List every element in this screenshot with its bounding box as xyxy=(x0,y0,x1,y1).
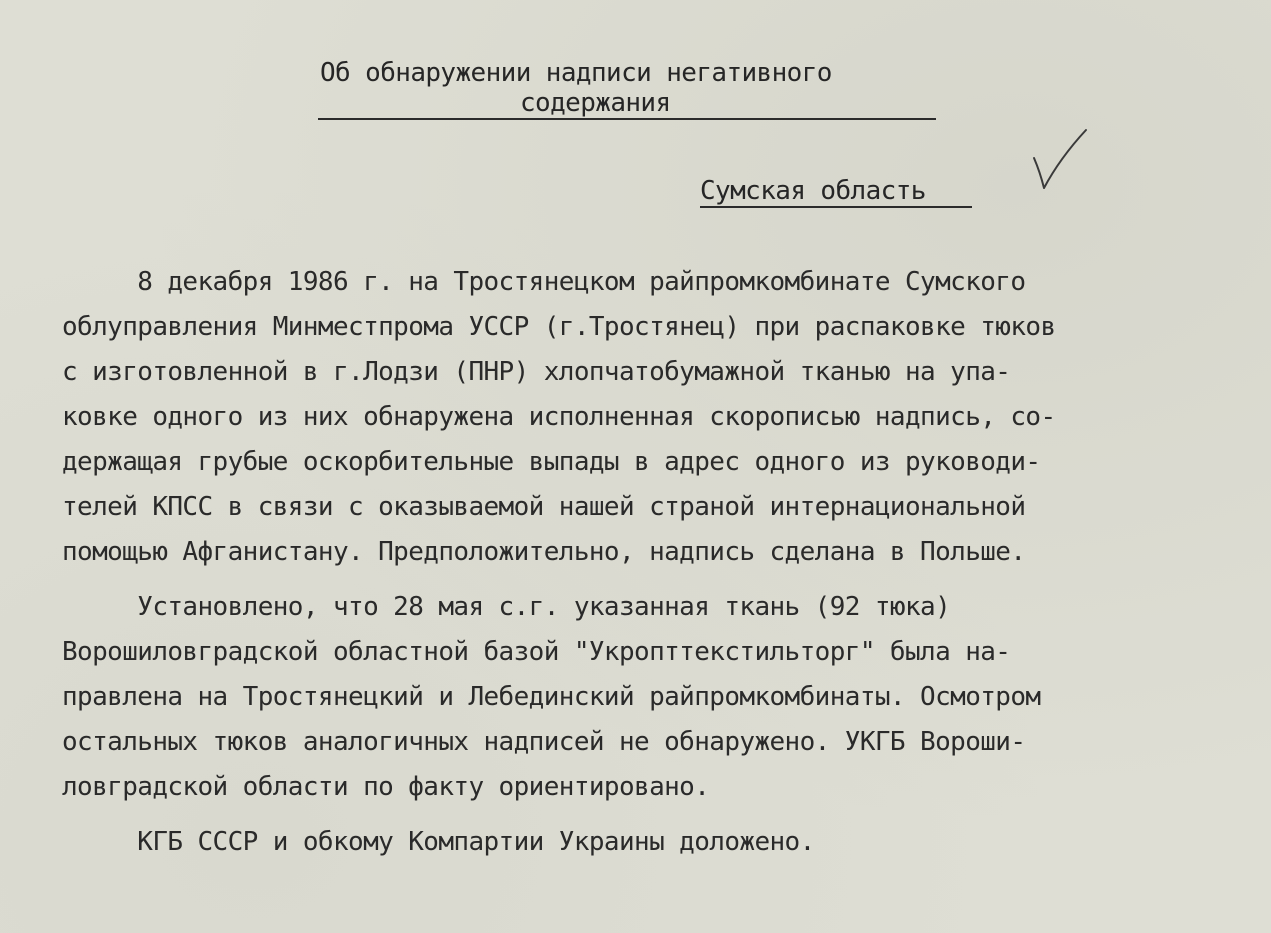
text-line: Ворошиловградской областной базой "Укропттекстильторг" была на- xyxy=(62,637,1011,667)
text-line: 8 декабря 1986 г. на Тростянецком райпромкомбинате Сумского xyxy=(62,267,1026,297)
text-line: облуправления Минместпрома УССР (г.Тростянец) при распаковке тюков xyxy=(62,312,1056,342)
text-line: с изготовленной в г.Лодзи (ПНР) хлопчатобумажной тканью на упа- xyxy=(62,357,1011,387)
title-underline xyxy=(318,118,936,120)
text-line: КГБ СССР и обкому Компартии Украины доложено. xyxy=(62,827,815,857)
handwritten-checkmark-icon xyxy=(1030,128,1090,193)
region-underline xyxy=(700,206,972,208)
text-line: помощью Афганистану. Предположительно, надпись сделана в Польше. xyxy=(62,537,1026,567)
text-line: Установлено, что 28 мая с.г. указанная ткань (92 тюка) xyxy=(62,592,951,622)
paragraph-1 xyxy=(62,260,1252,575)
title-line-2: содержания xyxy=(520,88,671,118)
document-body xyxy=(62,260,1252,865)
paragraph-3 xyxy=(62,820,1252,865)
paragraph-2 xyxy=(62,585,1252,810)
text-line: ковке одного из них обнаружена исполненная скорописью надпись, со- xyxy=(62,402,1056,432)
text-line: ловградской области по факту ориентировано. xyxy=(62,772,710,802)
document-title xyxy=(320,58,940,118)
text-line: телей КПСС в связи с оказываемой нашей страной интернациональной xyxy=(62,492,1026,522)
region-heading: Сумская область xyxy=(700,176,926,206)
text-line: остальных тюков аналогичных надписей не обнаружено. УКГБ Вороши- xyxy=(62,727,1026,757)
text-line: держащая грубые оскорбительные выпады в адрес одного из руководи- xyxy=(62,447,1041,477)
title-line-1: Об обнаружении надписи негативного xyxy=(320,58,832,88)
text-line: правлена на Тростянецкий и Лебединский райпромкомбинаты. Осмотром xyxy=(62,682,1041,712)
